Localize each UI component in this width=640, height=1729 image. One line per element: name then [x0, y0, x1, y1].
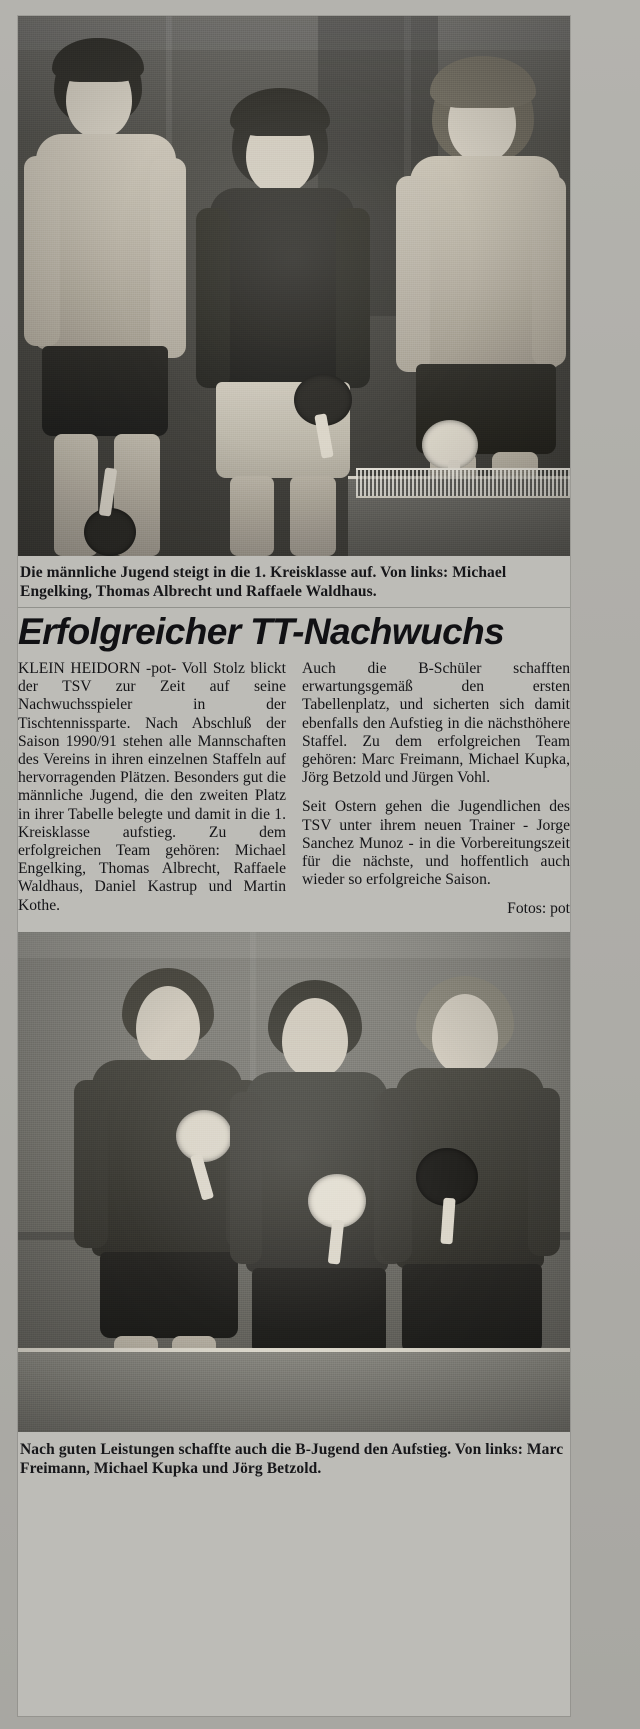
table-tennis-table	[18, 1348, 570, 1432]
photo-caption-bottom: Nach guten Leistungen schaffte auch die B-Jugend den Aufstieg. Von links: Marc Freimann, Michael Kupka und Jörg Betzold.	[20, 1440, 564, 1477]
photo-male-youth-team	[18, 16, 570, 556]
table-tennis-net	[356, 468, 570, 498]
photo-scene-bottom	[18, 932, 570, 1432]
photo-credit: Fotos: pot	[507, 900, 570, 918]
article-paragraph: Auch die B-Schüler schafften erwartungsgemäß den ersten Tabellenplatz, und sicherten sich damit ebenfalls den Aufstieg in die nächsthöhere Staffel. Zu dem erfolgreichen Team gehören: Marc Freimann, Michael Kupka, Jörg Betzold und Jürgen Vohl.	[302, 660, 570, 787]
article-column-left	[18, 660, 286, 926]
article-body	[18, 658, 570, 926]
article-clipping	[18, 16, 570, 1716]
article-paragraph: Seit Ostern gehen die Jugendlichen des TSV unter ihrem neuen Trainer - Jorge Sanchez Munoz - in die Vorbereitungszeit für die nächste, und hoffentlich auch wieder so erfolgreiche Saison.	[302, 798, 570, 889]
photo-caption-top: Die männliche Jugend steigt in die 1. Kreisklasse auf. Von links: Michael Engelking, Thomas Albrecht und Raffaele Waldhaus.	[20, 564, 507, 600]
photo-b-youth-team	[18, 932, 570, 1432]
article-column-right	[302, 660, 570, 926]
headline: Erfolgreicher TT-Nachwuchs	[18, 611, 505, 652]
wall-band	[18, 932, 570, 958]
article-paragraph: KLEIN HEIDORN -pot- Voll Stolz blickt der TSV zur Zeit auf seine Nachwuchsspieler in der Tischtennissparte. Nach Abschluß der Saison 1990/91 stehen alle Mannschaften des Vereins in ihren einzelnen Staffeln auf hervorragenden Plätzen. Besonders gut die männliche Jugend, die den zweiten Platz in ihrer Tabelle belegte und damit in die 1. Kreisklasse aufstieg. Zu dem erfolgreichen Team gehören: Michael Engelking, Thomas Albrecht, Raffaele Waldhaus, Daniel Kastrup und Martin Kothe.	[18, 660, 286, 914]
photo-scene-top	[18, 16, 570, 556]
caption-rule	[18, 607, 570, 608]
